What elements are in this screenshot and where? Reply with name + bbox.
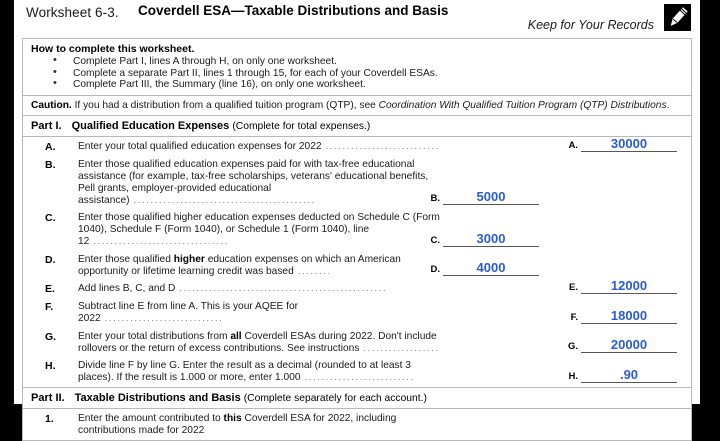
leader-dots: ........ — [297, 265, 332, 277]
part1-note: (Complete for total expenses.) — [232, 121, 371, 133]
worksheet-line-row — [23, 253, 691, 279]
line-value-group — [431, 261, 540, 276]
line-text: Enter those qualified higher education expenses deducted on Schedule C (Form 1040), Schedule F (Form 1040), or Schedule 1 (Form 1040), line 12 ................................ — [78, 212, 440, 247]
pen-icon — [663, 3, 692, 32]
line-letter: H. — [45, 360, 56, 373]
line-text — [78, 413, 441, 437]
part2-lines-box — [22, 408, 692, 441]
caution-italic-reference: Coordination With Qualified Tuition Program (QTP) Distributions — [378, 99, 667, 111]
value-field-f[interactable]: 18000 — [581, 309, 677, 324]
worksheet-line-row — [23, 158, 691, 207]
part1-number: Part I. — [31, 120, 62, 133]
line-letter: F. — [45, 301, 54, 314]
value-field-a[interactable]: 30000 — [581, 137, 677, 152]
value-line-letter: H. — [568, 370, 578, 382]
line-text: Divide line F by line G. Enter the result as a decimal (rounded to at least 3 places). If the result is 1.000 or more, enter 1.000 .......................... — [78, 360, 415, 384]
caution-text-after: . — [666, 99, 670, 111]
caution-text-before: If you had a distribution from a qualified tuition program (QTP), see — [71, 99, 379, 111]
list-item: • Complete a separate Part II, lines 1 through 15, for each of your Coverdell ESAs. — [31, 68, 683, 80]
line-letter: E. — [45, 283, 55, 296]
value-field-b[interactable]: 5000 — [443, 190, 539, 205]
line-text: Enter those qualified education expenses paid for with tax-free educational assistance (for example, tax-free scholarships, veterans' educational benefits, Pell grants, employer-provided educational assistance) ........................................... — [78, 159, 429, 206]
line-text-emphasis: this — [223, 412, 242, 424]
part2-number: Part II. — [31, 391, 65, 404]
leader-dots: ................................................. — [179, 283, 388, 295]
line-letter: G. — [45, 330, 57, 343]
line-text-part: education expenses on which an American opportunity or lifetime learning credit was based — [78, 253, 401, 277]
part1-title: Qualified Education Expenses — [71, 120, 230, 133]
value-line-letter: G. — [567, 341, 578, 353]
how-to-bullet-list — [31, 56, 683, 91]
line-text-emphasis: all — [230, 330, 242, 342]
line-value-group — [431, 232, 540, 247]
line-text-part: Coverdell ESA for 2022, including contributions made for 2022 — [78, 412, 397, 436]
line-letter: D. — [45, 253, 56, 266]
value-line-letter: D. — [430, 264, 440, 276]
leader-dots: ................................ — [93, 235, 230, 247]
leader-dots: .................. — [363, 342, 440, 354]
line-text: Add lines B, C, and D ................................................. — [78, 283, 388, 295]
line-text: Enter your total qualified education expenses for 2022 ........................... — [78, 141, 440, 153]
value-field-g[interactable]: 20000 — [581, 338, 677, 353]
value-line-letter: E. — [569, 282, 578, 294]
worksheet-line-row — [23, 359, 691, 385]
value-line-letter: B. — [430, 193, 440, 205]
line-value-group — [568, 338, 677, 353]
caution-text — [23, 96, 691, 116]
leader-dots: ........................................... — [133, 194, 316, 206]
line-value-group — [569, 137, 678, 152]
part1-header — [22, 115, 692, 136]
keep-for-your-records-label: Keep for Your Records — [527, 18, 654, 32]
part2-note: (Complete separately for each account.) — [243, 392, 427, 404]
how-to-complete-box — [22, 38, 692, 95]
value-field-c[interactable]: 3000 — [443, 232, 539, 247]
worksheet-line-row — [23, 278, 691, 296]
value-field-h[interactable]: .90 — [581, 368, 677, 383]
value-line-letter: C. — [430, 234, 440, 246]
value-field-d[interactable]: 4000 — [443, 261, 539, 276]
line-letter: A. — [45, 141, 56, 154]
how-to-heading: How to complete this worksheet. — [31, 43, 195, 55]
line-text — [78, 331, 441, 355]
worksheet-line-row — [23, 211, 691, 248]
leader-dots: ........................... — [325, 141, 440, 153]
line-text-part: Enter your total distributions from — [78, 330, 231, 342]
line-value-group — [571, 309, 677, 324]
caution-box — [22, 95, 692, 116]
line-text: Subtract line E from line A. This is your AQEE for 2022 ............................ — [78, 301, 299, 324]
part1-row-list — [23, 137, 691, 387]
line-text-emphasis: higher — [173, 253, 205, 265]
part2-title: Taxable Distributions and Basis — [74, 391, 241, 404]
value-line-letter: F. — [570, 311, 578, 323]
line-letter: 1. — [45, 412, 54, 425]
part2-row-list — [23, 409, 691, 440]
line-value-group — [569, 279, 677, 294]
value-line-letter: A. — [568, 140, 578, 152]
caution-label: Caution. — [31, 99, 72, 111]
part1-lines-box — [22, 136, 692, 387]
line-value-group — [569, 368, 678, 383]
line-letter: C. — [45, 212, 56, 225]
leader-dots: .......................... — [304, 372, 415, 384]
line-text-part: Coverdell ESAs during 2022. Don't include rollovers or the return of excess contributions. See instructions — [78, 330, 437, 354]
worksheet-line-row — [23, 136, 691, 154]
line-letter: B. — [45, 159, 56, 172]
list-item: • Complete Part I, lines A through H, on only one worksheet. — [31, 56, 683, 68]
line-value-group — [431, 190, 540, 205]
worksheet-header — [14, 0, 700, 38]
worksheet-line-row — [23, 300, 691, 326]
worksheet-line-row — [23, 330, 691, 356]
leader-dots: ............................ — [104, 312, 224, 324]
worksheet-page — [14, 0, 700, 436]
page-title: Coverdell ESA—Taxable Distributions and Basis — [138, 3, 449, 18]
value-field-e[interactable]: 12000 — [581, 279, 677, 294]
worksheet-number: Worksheet 6-3. — [26, 5, 119, 20]
line-text-part: Enter the amount contributed to — [78, 412, 224, 424]
line-text — [78, 254, 441, 278]
worksheet-line-row — [23, 412, 691, 438]
line-text-part: Enter those qualified — [78, 253, 174, 265]
part2-header — [22, 387, 692, 408]
list-item: • Complete Part III, the Summary (line 16), on only one worksheet. — [31, 79, 683, 91]
